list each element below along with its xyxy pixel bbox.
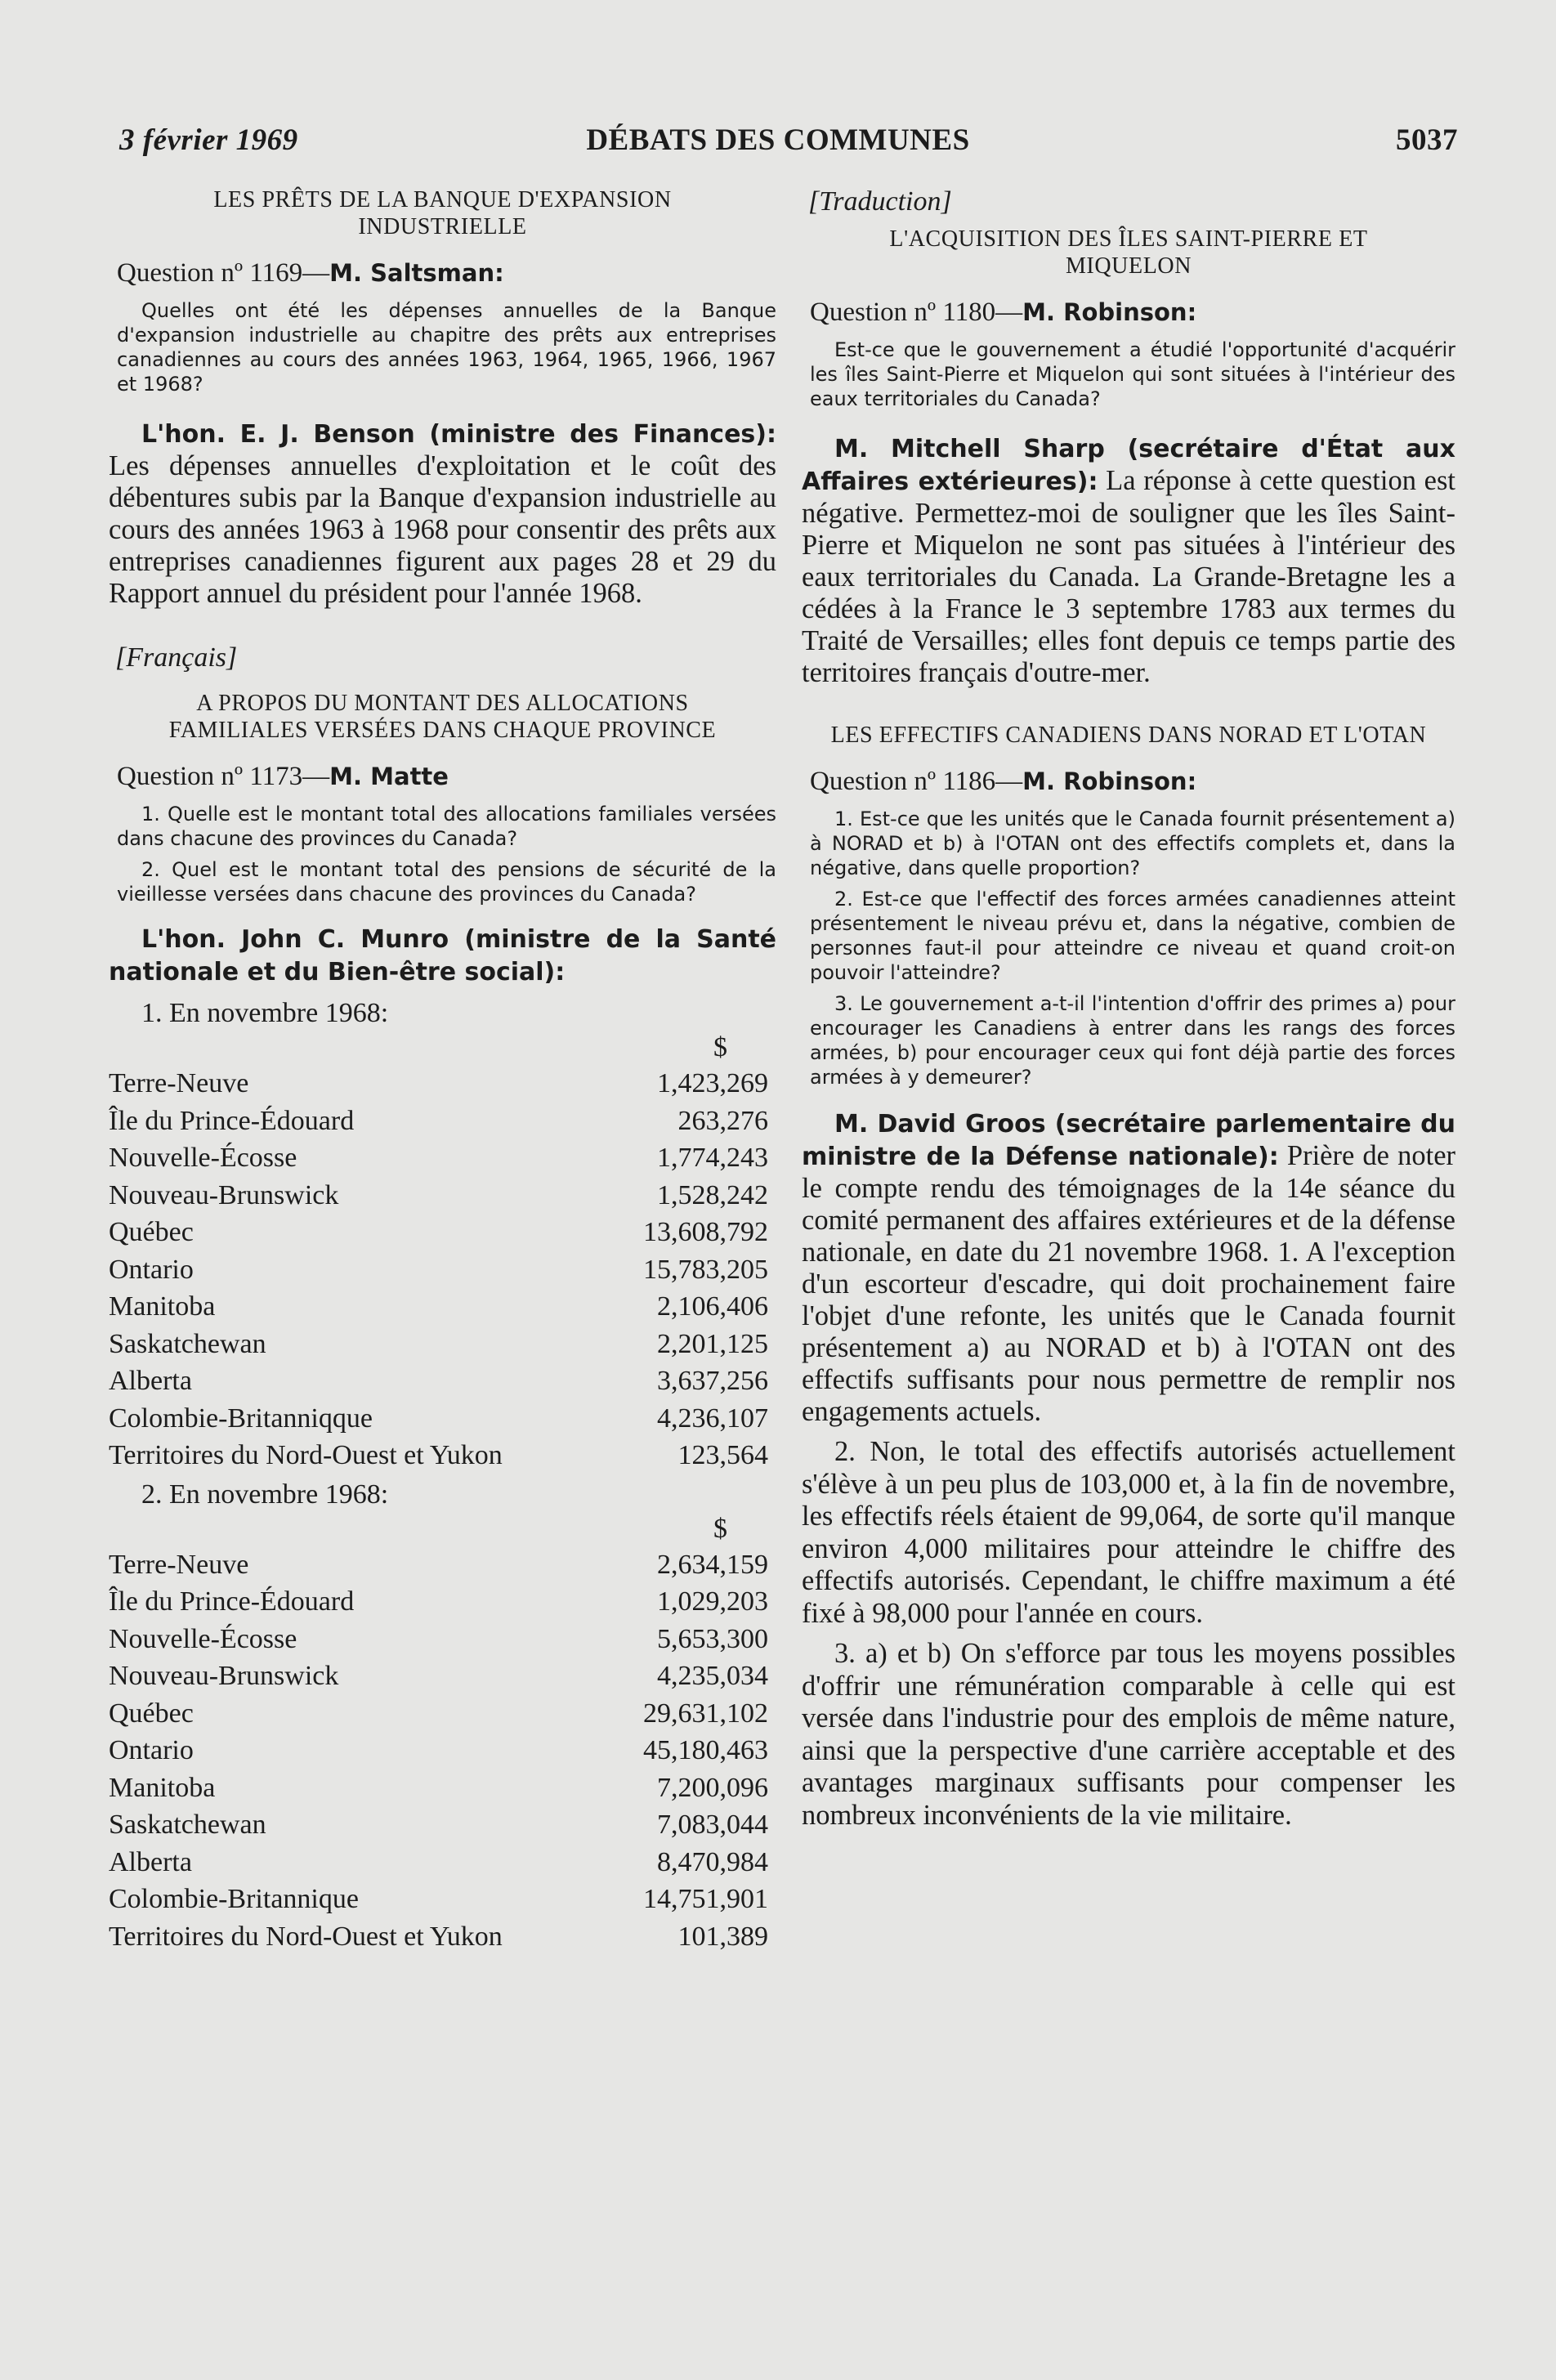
province-name: Colombie-Britannique <box>109 1884 359 1914</box>
speaker-name: L'hon. John C. Munro (ministre de la Santé nationale et du Bien-être social): <box>109 925 776 986</box>
amount-value: 14,751,901 <box>643 1884 768 1914</box>
amount-value: 45,180,463 <box>643 1735 768 1765</box>
table-row <box>109 1214 776 1251</box>
province-name: Territoires du Nord-Ouest et Yukon <box>109 1921 503 1952</box>
amount-value: 13,608,792 <box>643 1217 768 1247</box>
table-title: 1. En novembre 1968: <box>141 998 389 1028</box>
province-name: Nouveau-Brunswick <box>109 1661 339 1691</box>
province-name: Colombie-Britanniqque <box>109 1402 373 1434</box>
question-line <box>810 767 1455 797</box>
table-title: 2. En novembre 1968: <box>141 1479 389 1510</box>
table-row <box>109 1844 776 1881</box>
allocations-table <box>109 1065 776 1474</box>
answer-text: Les dépenses annuelles d'exploitation et le coût des débentures subis par la Banque d'expansion industrielle au cours des années 1963 à 1968 pour consentir des prêts aux entreprises canadiennes figurent aux pages 28 et 29 du Rapport annuel du président pour l'année 1968. <box>109 450 776 609</box>
section-caption: LES EFFECTIFS CANADIENS DANS NORAD ET L'OTAN <box>830 722 1427 748</box>
answer-text: La réponse à cette question est négative. Permettez-moi de souligner que les îles Saint-Pierre et Miquelon ne sont pas situées à l'intérieur des eaux territoriales du Canada. La Grande-Bretagne les a cédées à la France le 3 septembre 1783 aux termes du Traité de Versailles; elles font depuis ce temps partie des territoires français d'outre-mer. <box>802 465 1455 688</box>
province-name: Île du Prince-Édouard <box>109 1105 355 1136</box>
amount-value: 15,783,205 <box>643 1254 768 1285</box>
province-name: Québec <box>109 1217 194 1247</box>
answer-paragraph: 3. a) et b) On s'efforce par tous les moyens possibles d'offrir une rémunération comparable à celle qui est versée dans l'industrie pour des emplois de même nature, ainsi que la perspective d'une carrière acceptable et des avantages marginaux suffisants pour compenser les nombreux inconvénients de la vie militaire. <box>802 1638 1455 1831</box>
amount-value: 101,389 <box>677 1921 768 1952</box>
table-row <box>109 1400 776 1438</box>
amount-value: 4,235,034 <box>657 1661 768 1691</box>
question-asker: M. Robinson: <box>1022 298 1197 326</box>
table-row <box>109 1437 776 1474</box>
amount-value: 1,528,242 <box>657 1179 768 1210</box>
table-row <box>109 1881 776 1918</box>
province-name: Terre-Neuve <box>109 1549 249 1580</box>
province-name: Nouvelle-Écosse <box>109 1623 297 1654</box>
question-number: Question nº 1169— <box>117 258 330 288</box>
answer-paragraph: 2. Non, le total des effectifs autorisés actuellement s'élève à un peu plus de 103,000 et, à la fin de novembre, les effectifs réels étaient de 99,064, de sorte qu'il manque environ 4,000 militaires pour atteindre le chiffre des effectifs autorisés. Cependant, le chiffre maximum a été fixé à 98,000 pour l'année en cours. <box>802 1436 1455 1629</box>
question-number: Question nº 1180— <box>810 298 1023 327</box>
province-name: Manitoba <box>109 1772 216 1803</box>
province-name: Ontario <box>109 1254 194 1285</box>
province-name: Alberta <box>109 1846 192 1877</box>
amount-value: 29,631,102 <box>643 1698 768 1729</box>
province-name: Ontario <box>109 1735 194 1765</box>
amount-value: 8,470,984 <box>657 1846 768 1877</box>
table-row <box>109 1769 776 1807</box>
question-text <box>810 807 1455 1089</box>
speaker-name: L'hon. E. J. Benson (ministre des Finances): <box>141 420 776 449</box>
province-name: Terre-Neuve <box>109 1068 249 1098</box>
answer-paragraph <box>802 432 1455 689</box>
amount-value: 263,276 <box>677 1105 768 1136</box>
province-name: Île du Prince-Édouard <box>109 1586 355 1617</box>
speaker-name: M. David Groos (secrétaire parlementaire du ministre de la Défense nationale): <box>802 1110 1455 1171</box>
answer-paragraph <box>109 923 776 988</box>
question-item: 2. Quel est le montant total des pensions de sécurité de la vieillesse versées dans chacune des provinces du Canada? <box>117 858 776 906</box>
amount-value: 1,774,243 <box>657 1143 768 1173</box>
question-line <box>117 258 776 289</box>
question-text <box>117 298 776 396</box>
amount-value: 1,423,269 <box>657 1068 768 1098</box>
question-item: 1. Est-ce que les unités que le Canada fournit présentement a) à NORAD et b) à l'OTAN ont des effectifs complets et, dans la négative, dans quelle proportion? <box>810 808 1455 879</box>
province-name: Alberta <box>109 1366 192 1396</box>
province-name: Territoires du Nord-Ouest et Yukon <box>109 1440 503 1470</box>
table-row <box>109 1546 776 1584</box>
table-row <box>109 1177 776 1215</box>
page-date: 3 février 1969 <box>119 123 298 157</box>
amount-value: 2,106,406 <box>657 1291 768 1322</box>
amount-value: 2,634,159 <box>657 1549 768 1580</box>
amount-value: 3,637,256 <box>657 1366 768 1396</box>
question-text <box>810 338 1455 411</box>
language-tag: [Traduction] <box>808 186 952 217</box>
section-caption: L'ACQUISITION DES ÎLES SAINT-PIERRE ET MIQUELON <box>889 226 1368 279</box>
province-name: Saskatchewan <box>109 1810 266 1840</box>
currency-header: $ <box>713 1032 727 1062</box>
table-row <box>109 1621 776 1658</box>
question-paragraph: Est-ce que le gouvernement a étudié l'opportunité d'acquérir les îles Saint-Pierre et Miquelon qui sont situées à l'intérieur des eaux territoriales du Canada? <box>810 338 1455 410</box>
amount-value: 5,653,300 <box>657 1623 768 1654</box>
table-row <box>109 1326 776 1363</box>
answer-paragraph <box>802 1107 1455 1428</box>
answer-paragraph <box>109 418 776 610</box>
amount-value: 2,201,125 <box>657 1328 768 1359</box>
table-row <box>109 1288 776 1326</box>
amount-value: 7,083,044 <box>657 1810 768 1840</box>
question-line <box>117 762 776 792</box>
table-row <box>109 1658 776 1695</box>
question-line <box>810 298 1455 328</box>
province-name: Manitoba <box>109 1291 216 1322</box>
table-row <box>109 1732 776 1769</box>
currency-header: $ <box>713 1513 727 1544</box>
table-row <box>109 1695 776 1733</box>
province-name: Saskatchewan <box>109 1328 266 1359</box>
question-text <box>117 802 776 906</box>
table-row <box>109 1251 776 1289</box>
amount-value: 123,564 <box>677 1440 768 1470</box>
table-row <box>109 1139 776 1177</box>
page-number: 5037 <box>1396 123 1458 157</box>
province-name: Québec <box>109 1698 194 1729</box>
table-row <box>109 1065 776 1103</box>
journal-title: DÉBATS DES COMMUNES <box>586 123 970 157</box>
table-row <box>109 1918 776 1956</box>
language-tag: [Français] <box>115 642 238 673</box>
table-row <box>109 1583 776 1621</box>
speaker-name: M. Mitchell Sharp (secrétaire d'État aux Affaires extérieures): <box>802 435 1455 496</box>
section-caption: LES PRÊTS DE LA BANQUE D'EXPANSION INDUSTRIELLE <box>213 187 672 239</box>
question-asker: M. Robinson: <box>1022 767 1197 795</box>
province-name: Nouvelle-Écosse <box>109 1143 297 1173</box>
amount-value: 1,029,203 <box>657 1586 768 1617</box>
question-paragraph: Quelles ont été les dépenses annuelles de la Banque d'expansion industrielle au chapitre des prêts aux entreprises canadiennes au cours des années 1963, 1964, 1965, 1966, 1967 et 1968? <box>117 299 776 396</box>
table-row <box>109 1103 776 1140</box>
question-number: Question nº 1186— <box>810 767 1023 796</box>
table-row <box>109 1362 776 1400</box>
province-name: Nouveau-Brunswick <box>109 1179 339 1210</box>
section-caption: A PROPOS DU MONTANT DES ALLOCATIONS FAMILIALES VERSÉES DANS CHAQUE PROVINCE <box>168 691 717 743</box>
left-column <box>109 186 776 1955</box>
table-row <box>109 1806 776 1844</box>
right-column <box>802 186 1455 1832</box>
question-asker: M. Saltsman: <box>329 259 504 287</box>
pensions-table <box>109 1546 776 1956</box>
question-asker: M. Matte <box>329 763 449 790</box>
question-item: 2. Est-ce que l'effectif des forces armées canadiennes atteint présentement le niveau prévu et, dans la négative, combien de personnes faut-il pour atteindre ce niveau et quand croit-on pouvoir l'atteindre? <box>810 888 1455 984</box>
question-item: 1. Quelle est le montant total des allocations familiales versées dans chacune des provinces du Canada? <box>117 803 776 850</box>
answer-text: Prière de noter le compte rendu des témoignages de la 14e séance du comité permanent des affaires extérieures et de la défense nationale, en date du 21 novembre 1968. 1. A l'exception d'un escorteur d'escadre, qui doit prochainement faire l'objet d'une refonte, les unités que le Canada fournit présentement a) au NORAD et b) à l'OTAN ont des effectifs suffisants pour nous permettre de remplir nos engagements actuels. <box>802 1140 1456 1427</box>
question-item: 3. Le gouvernement a-t-il l'intention d'offrir des primes a) pour encourager les Canadiens à entrer dans les rangs des forces armées, b) pour encourager ceux qui font déjà partie des forces armées à y demeurer? <box>810 992 1455 1089</box>
amount-value: 4,236,107 <box>657 1402 768 1434</box>
amount-value: 7,200,096 <box>657 1772 768 1803</box>
question-number: Question nº 1173— <box>117 762 330 791</box>
